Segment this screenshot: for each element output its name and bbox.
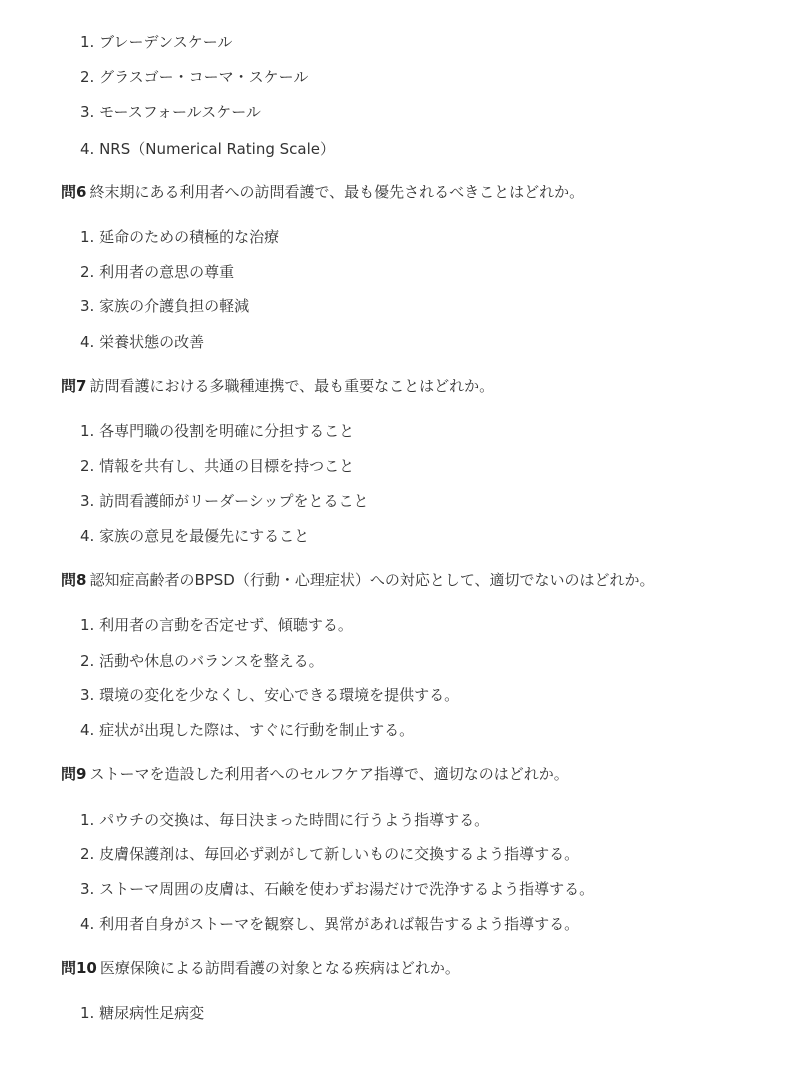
q6-option-1: 1. 延命のための積極的な治療 [80, 228, 280, 246]
question-9 [61, 764, 569, 784]
question-6 [61, 182, 584, 202]
q7-option-3: 3. 訪問看護師がリーダーシップをとること [80, 492, 369, 510]
question-text: 医療保険による訪問看護の対象となる疾病はどれか。 [99, 959, 460, 977]
question-7 [61, 376, 494, 396]
question-number: 問7 [61, 377, 87, 395]
q8-option-1: 1. 利用者の言動を否定せず、傾聴する。 [80, 616, 353, 634]
q9-option-3: 3. ストーマ周囲の皮膚は、石鹸を使わずお湯だけで洗浄するよう指導する。 [80, 880, 595, 898]
option-prev-3: 3. モースフォールスケール [80, 103, 261, 121]
q6-option-2: 2. 利用者の意思の尊重 [80, 263, 235, 281]
q8-option-2: 2. 活動や休息のバランスを整える。 [80, 652, 324, 670]
question-8 [61, 570, 655, 590]
q9-option-4: 4. 利用者自身がストーマを観察し、異常があれば報告するよう指導する。 [80, 915, 580, 933]
question-number: 問6 [61, 183, 87, 201]
option-prev-4: 4. NRS（Numerical Rating Scale） [80, 140, 336, 158]
question-text: 訪問看護における多職種連携で、最も重要なことはどれか。 [89, 377, 495, 395]
question-number: 問8 [61, 571, 87, 589]
option-prev-1: 1. ブレーデンスケール [80, 33, 233, 51]
option-prev-2: 2. グラスゴー・コーマ・スケール [80, 68, 309, 86]
question-text: ストーマを造設した利用者へのセルフケア指導で、適切なのはどれか。 [89, 765, 569, 783]
question-number: 問9 [61, 765, 87, 783]
q7-option-2: 2. 情報を共有し、共通の目標を持つこと [80, 457, 355, 475]
q7-option-4: 4. 家族の意見を最優先にすること [80, 527, 310, 545]
q6-option-4: 4. 栄養状態の改善 [80, 333, 205, 351]
question-text: 認知症高齢者のBPSD（行動・心理症状）への対応として、適切でないのはどれか。 [89, 571, 655, 589]
question-text: 終末期にある利用者への訪問看護で、最も優先されるべきことはどれか。 [89, 183, 585, 201]
q9-option-1: 1. パウチの交換は、毎日決まった時間に行うよう指導する。 [80, 811, 490, 829]
question-number: 問10 [61, 959, 97, 977]
q8-option-3: 3. 環境の変化を少なくし、安心できる環境を提供する。 [80, 686, 460, 704]
question-10 [61, 958, 460, 978]
q7-option-1: 1. 各専門職の役割を明確に分担すること [80, 422, 355, 440]
q8-option-4: 4. 症状が出現した際は、すぐに行動を制止する。 [80, 721, 415, 739]
q9-option-2: 2. 皮膚保護剤は、毎回必ず剥がして新しいものに交換するよう指導する。 [80, 845, 580, 863]
q10-option-1: 1. 糖尿病性足病変 [80, 1004, 205, 1022]
q6-option-3: 3. 家族の介護負担の軽減 [80, 297, 250, 315]
